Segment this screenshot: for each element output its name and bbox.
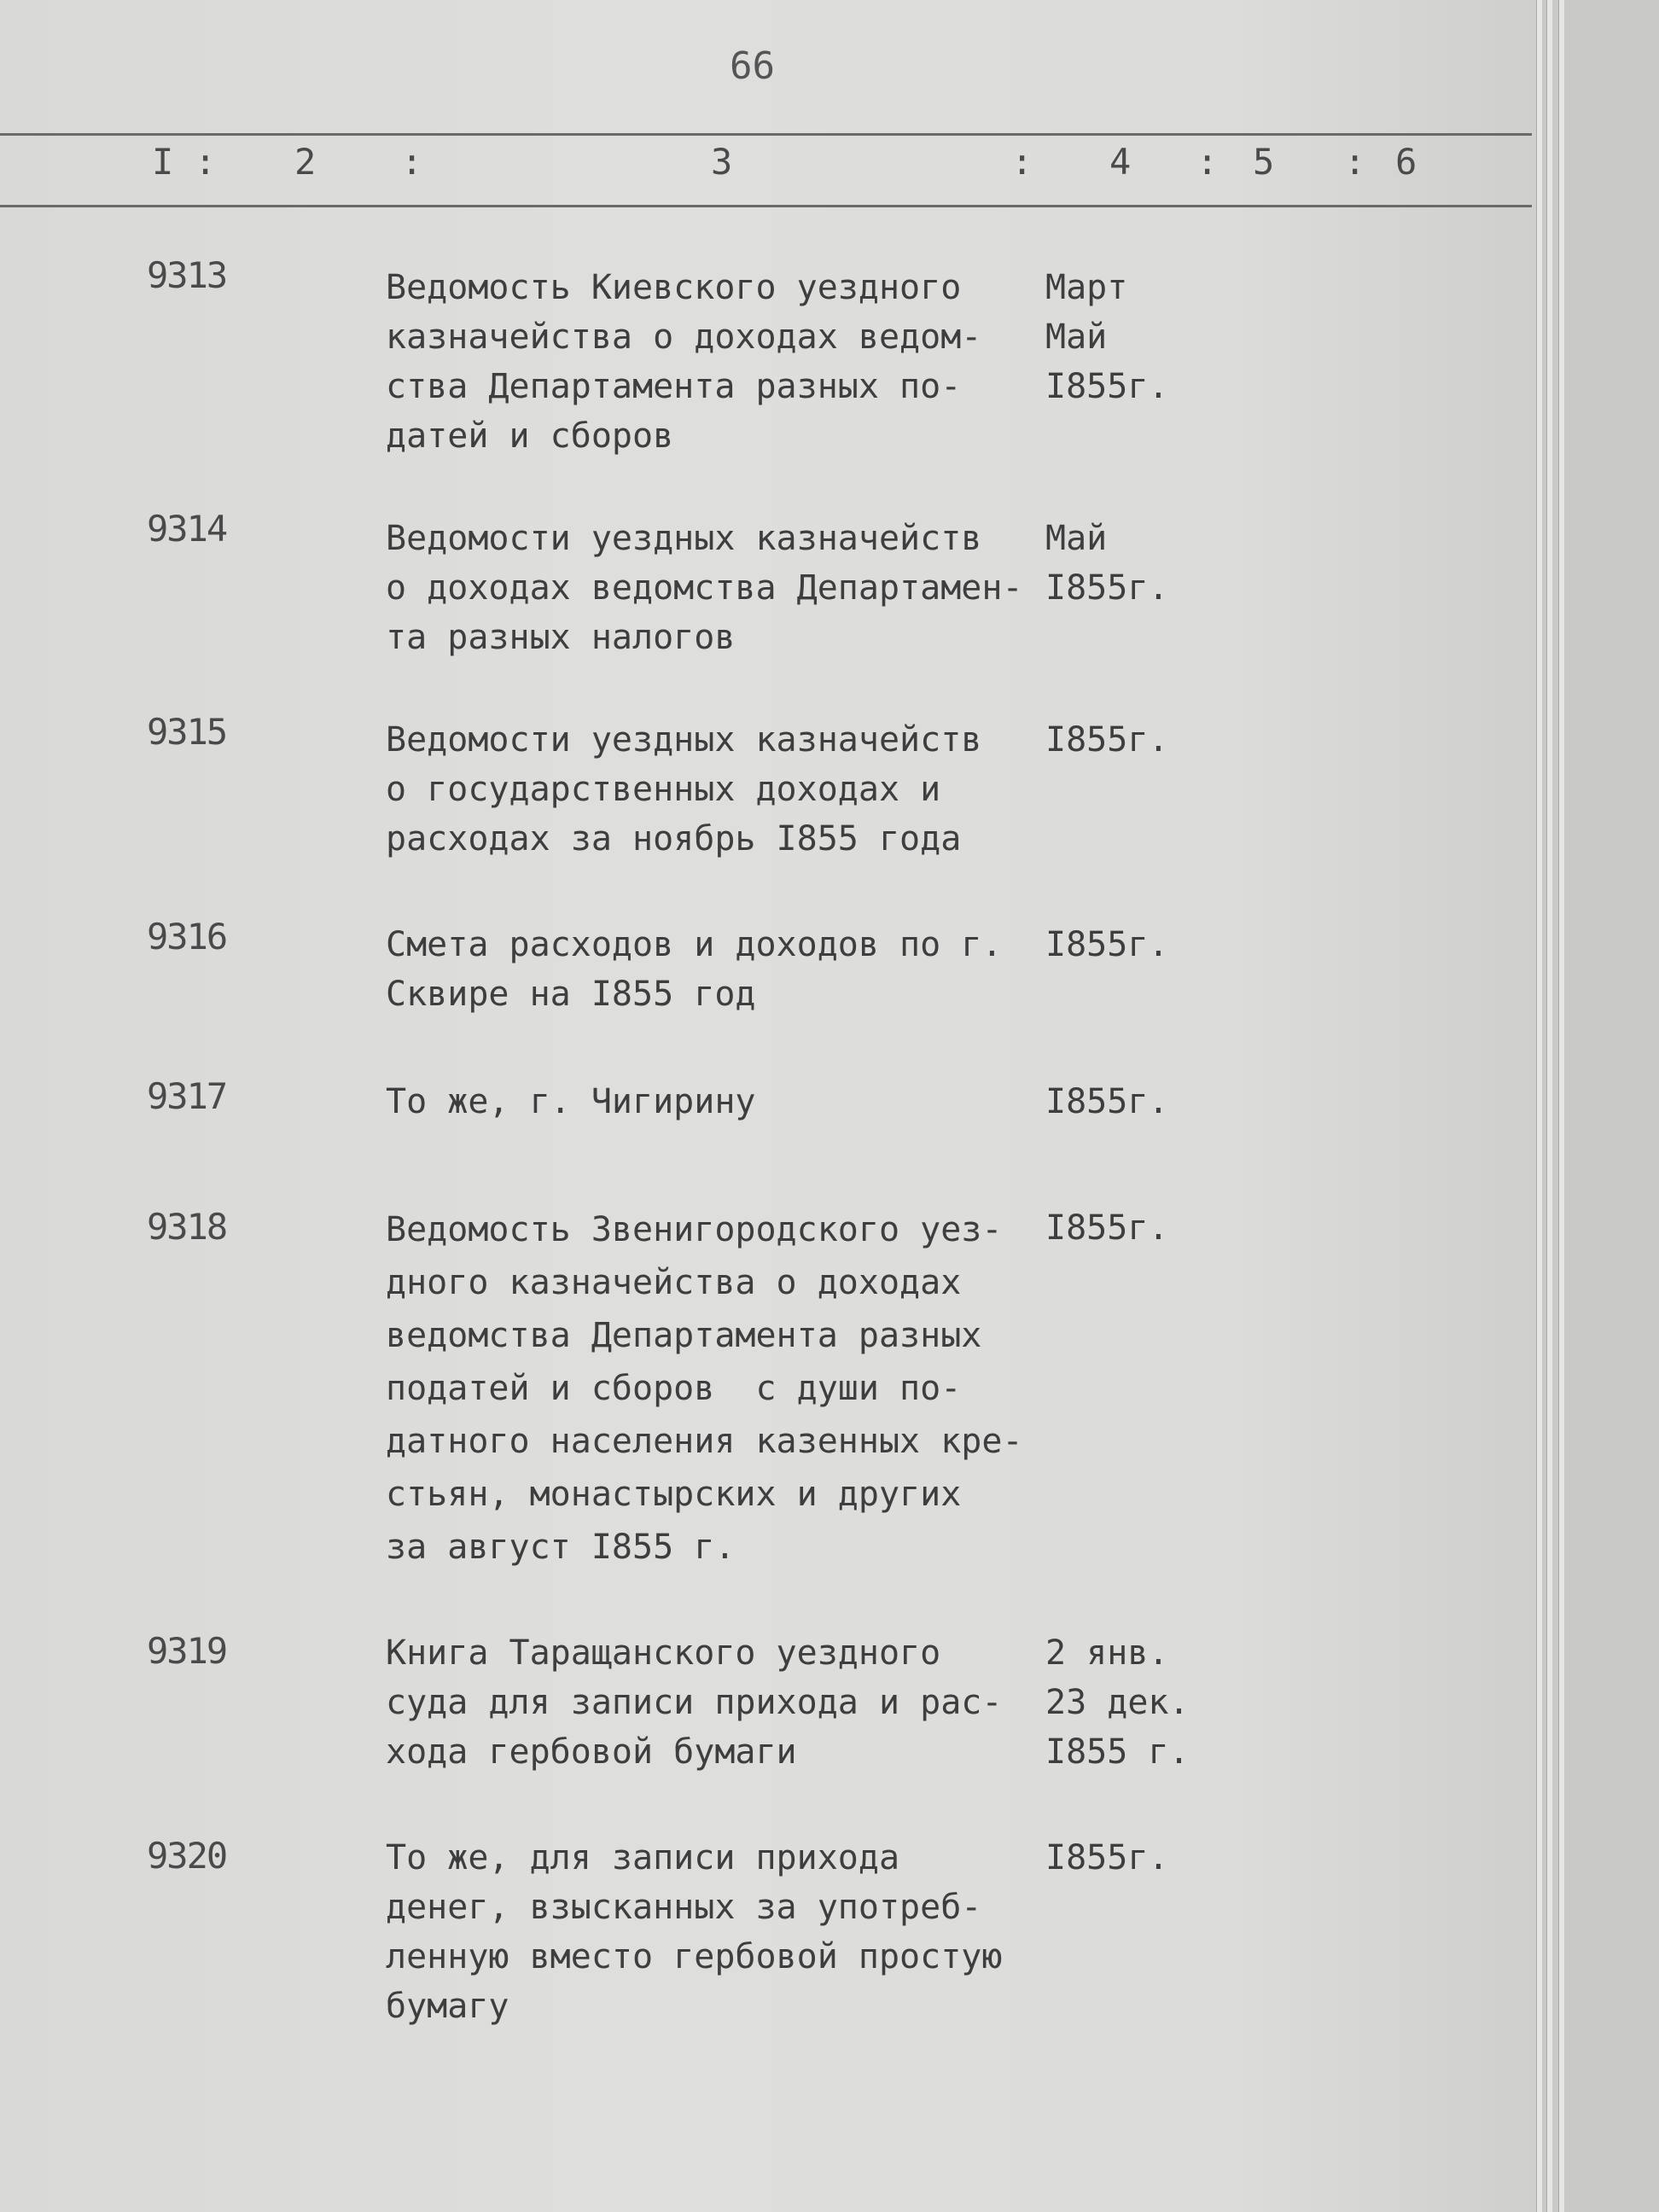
column-separator: : [1344,141,1366,183]
column-header-4: 4 [1109,141,1132,183]
item-title: Книга Таращанского уездного суда для записи прихода и рас- хода гербовой бумаги [386,1633,1003,1772]
item-title: Ведомости уездных казначейств о доходах ведомства Департамен- та разных налогов [386,519,1023,657]
column-separator: : [1196,141,1219,183]
item-number: 9316 [147,916,227,958]
item-date: Май I855г. [1045,519,1169,608]
item-date: I855г. [1045,1838,1169,1877]
page-edge [1558,0,1564,2212]
column-header-1: I [152,141,174,183]
item-number: 9319 [147,1630,227,1672]
item-date: I855г. [1045,1208,1169,1248]
column-header-3: 3 [711,141,733,183]
header-rule-bottom [0,205,1532,207]
column-separator: : [195,141,217,183]
item-number: 9315 [147,711,227,753]
item-number: 9317 [147,1075,227,1117]
item-date: I855г. [1045,1082,1169,1121]
column-separator: : [401,141,423,183]
column-header-5: 5 [1253,141,1275,183]
item-number: 9318 [147,1206,227,1248]
item-title: Ведомость Киевского уездного казначейства о доходах ведом- ства Департамента разных по- датей и сборов [386,268,982,456]
item-title: Ведомости уездных казначейств о государственных доходах и расходах за ноябрь I855 года [386,720,982,859]
item-number: 9314 [147,508,227,550]
item-date: I855г. [1045,720,1169,760]
item-date: I855г. [1045,925,1169,964]
item-title: Ведомость Звенигородского уез- дного казначейства о доходах ведомства Департамента разных податей и сборов с души по- датного населения казенных кре- стьян, монастырских и других за август I855 г. [386,1210,1023,1567]
page-edge [1536,0,1542,2212]
item-date: 2 янв. 23 дек. I855 г. [1045,1633,1190,1772]
page-number: 66 [730,44,775,88]
column-header-2: 2 [294,141,317,183]
item-title: То же, г. Чигирину [386,1082,756,1121]
item-number: 9313 [147,254,227,296]
item-date: Март Май I855г. [1045,268,1169,406]
item-title: То же, для записи прихода денег, взысканных за употреб- ленную вместо гербовой простую бумагу [386,1838,1003,2026]
item-title: Смета расходов и доходов по г. Сквире на I855 год [386,925,1003,1014]
item-number: 9320 [147,1835,227,1877]
header-rule-top [0,133,1532,136]
column-header-6: 6 [1395,141,1417,183]
page-edge [1546,0,1552,2212]
column-separator: : [1011,141,1033,183]
